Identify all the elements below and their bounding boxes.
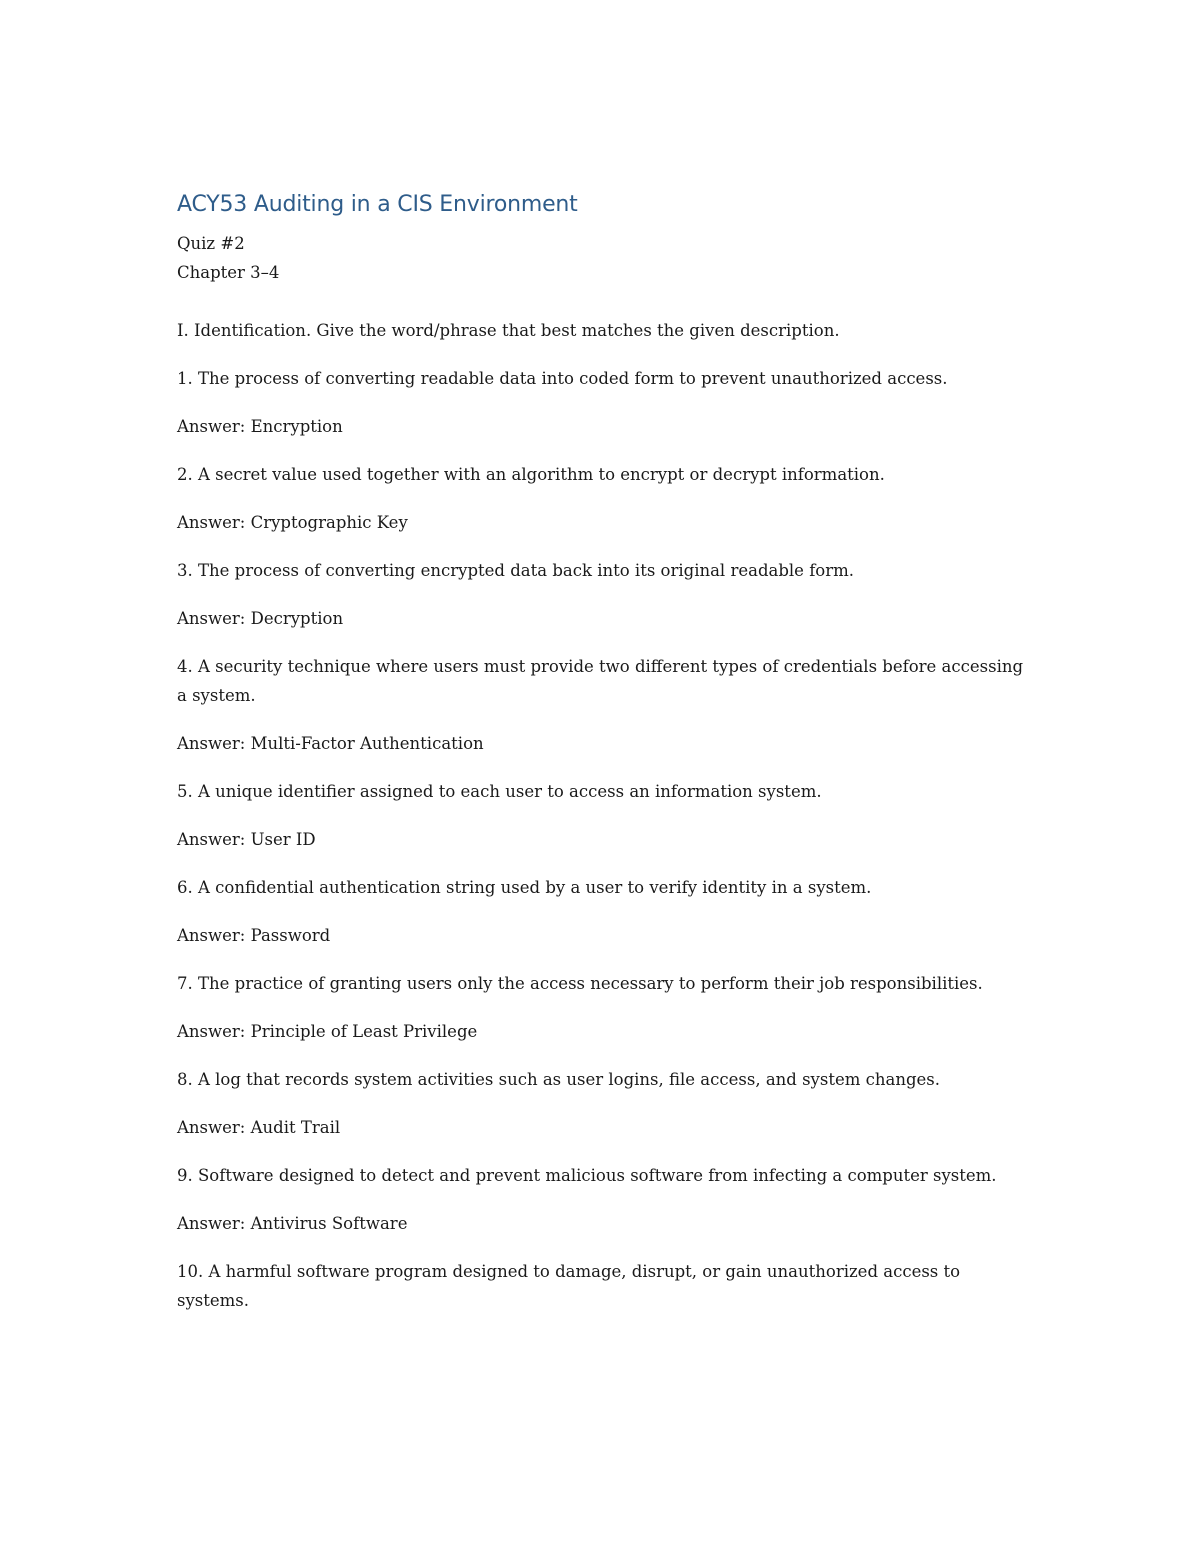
quiz-number: Quiz #2 — [177, 234, 245, 253]
answer-1 — [177, 412, 1037, 441]
question-3: 3. The process of converting encrypted data back into its original readable form. — [177, 561, 855, 580]
answer-value: User ID — [250, 830, 316, 849]
question-6: 6. A confidential authentication string used by a user to verify identity in a system. — [177, 878, 872, 897]
section-heading: I. Identification. Give the word/phrase that best matches the given description. — [177, 321, 840, 340]
question-2: 2. A secret value used together with an algorithm to encrypt or decrypt information. — [177, 465, 885, 484]
answer-9 — [177, 1209, 1037, 1238]
answer-5 — [177, 825, 1037, 854]
answer-4 — [177, 729, 1037, 758]
answer-value: Password — [250, 926, 331, 945]
spacer — [177, 287, 1037, 316]
answer-label: Answer: — [177, 1214, 251, 1233]
answer-label: Answer: — [177, 1022, 251, 1041]
answer-label: Answer: — [177, 609, 251, 628]
question-4: 4. A security technique where users must provide two different types of credentials before accessing a system. — [177, 657, 1024, 705]
answer-value: Antivirus Software — [250, 1214, 408, 1233]
chapter-label: Chapter 3–4 — [177, 263, 280, 282]
question-9: 9. Software designed to detect and prevent malicious software from infecting a computer system. — [177, 1166, 997, 1185]
answer-value: Multi-Factor Authentication — [250, 734, 484, 753]
answer-2 — [177, 508, 1037, 537]
answer-3 — [177, 604, 1037, 633]
answer-8 — [177, 1113, 1037, 1142]
document-body — [177, 190, 1037, 1334]
question-7: 7. The practice of granting users only the access necessary to perform their job responsibilities. — [177, 974, 983, 993]
answer-label: Answer: — [177, 830, 251, 849]
answer-value: Cryptographic Key — [250, 513, 408, 532]
answer-value: Principle of Least Privilege — [250, 1022, 478, 1041]
question-5: 5. A unique identifier assigned to each user to access an information system. — [177, 782, 822, 801]
question-8: 8. A log that records system activities such as user logins, file access, and system changes. — [177, 1070, 941, 1089]
question-1: 1. The process of converting readable data into coded form to prevent unauthorized access. — [177, 369, 948, 388]
answer-label: Answer: — [177, 734, 251, 753]
question-10: 10. A harmful software program designed to damage, disrupt, or gain unauthorized access to systems. — [177, 1262, 961, 1310]
answer-label: Answer: — [177, 1118, 251, 1137]
answer-label: Answer: — [177, 513, 251, 532]
answer-value: Decryption — [250, 609, 344, 628]
answer-6 — [177, 921, 1037, 950]
answer-7 — [177, 1017, 1037, 1046]
answer-value: Encryption — [250, 417, 343, 436]
document-title: ACY53 Auditing in a CIS Environment — [177, 192, 578, 217]
answer-value: Audit Trail — [250, 1118, 341, 1137]
answer-label: Answer: — [177, 926, 251, 945]
answer-label: Answer: — [177, 417, 251, 436]
